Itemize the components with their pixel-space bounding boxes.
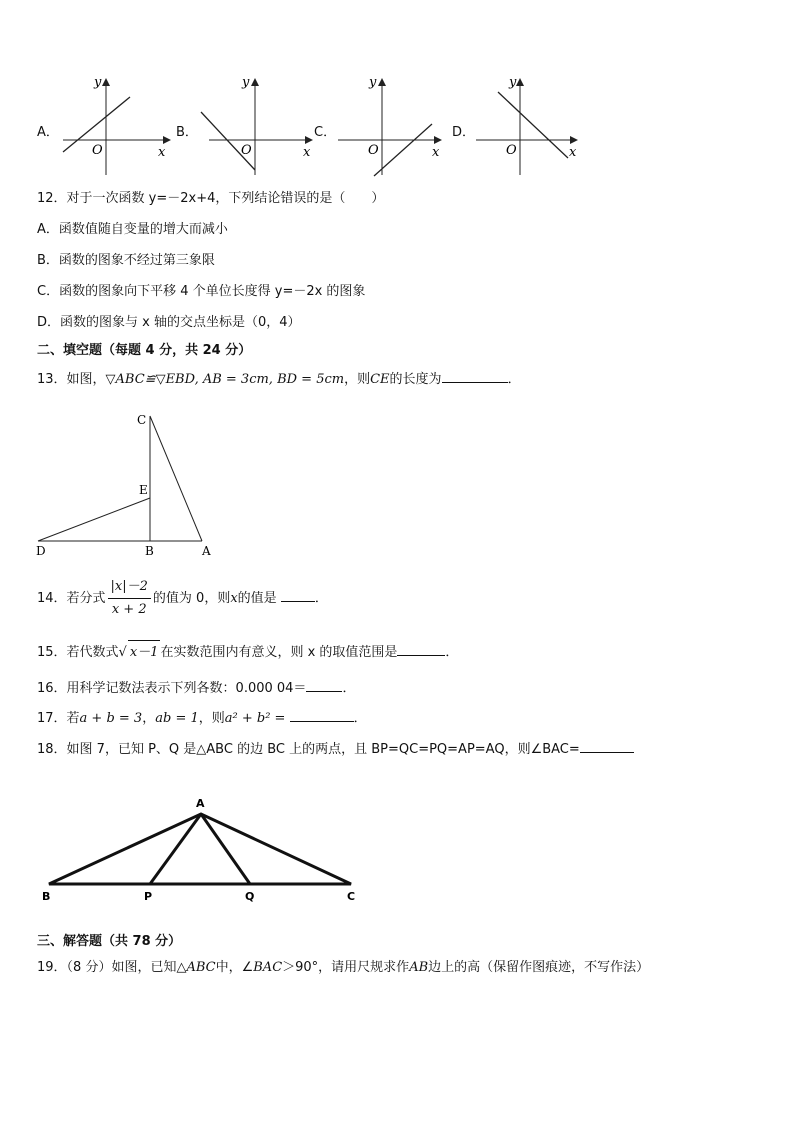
point-label-d: D bbox=[36, 544, 46, 558]
y-axis-label: y bbox=[509, 75, 517, 90]
question-12-stem: 12．对于一次函数 y=－2x+4，下列结论错误的是（ ） bbox=[37, 191, 385, 206]
point-label-c: C bbox=[347, 890, 356, 903]
answer-blank[interactable] bbox=[442, 370, 508, 383]
origin-label: O bbox=[368, 143, 379, 158]
point-label-q: Q bbox=[245, 890, 255, 903]
question-13-mid: ，则 bbox=[344, 372, 371, 387]
question-14-suffix: 的值是 bbox=[237, 591, 277, 606]
answer-blank[interactable] bbox=[281, 589, 315, 602]
x-axis-label: x bbox=[303, 145, 311, 160]
x-axis-label: x bbox=[158, 145, 166, 160]
answer-blank[interactable] bbox=[290, 709, 354, 722]
point-label-a: A bbox=[196, 797, 205, 810]
question-19-ab: AB bbox=[409, 960, 429, 975]
section-3-title: 三、解答题（共 78 分） bbox=[37, 934, 182, 949]
x-axis-label: x bbox=[569, 145, 577, 160]
question-17-prefix: 17．若 bbox=[37, 711, 80, 726]
question-13-suffix: 的长度为 bbox=[389, 372, 442, 387]
radicand: x－1 bbox=[128, 640, 161, 660]
question-17-mid: ，则 bbox=[198, 711, 225, 726]
question-18-figure bbox=[36, 792, 366, 907]
point-label-a: A bbox=[202, 544, 211, 558]
y-axis-label: y bbox=[94, 75, 102, 90]
question-16-text: 16．用科学记数法表示下列各数：0.000 04＝ bbox=[37, 681, 307, 696]
option-letter-c: C． bbox=[314, 125, 337, 140]
x-axis-label: x bbox=[432, 145, 440, 160]
question-19-mid1: 中，∠ bbox=[215, 960, 254, 975]
question-12-option-d: D．函数的图象与 x 轴的交点坐标是（0，4） bbox=[37, 315, 301, 330]
question-14-var: x bbox=[230, 591, 238, 606]
sqrt-sign: √ bbox=[118, 645, 127, 660]
question-16-end: ． bbox=[342, 681, 356, 696]
question-16 bbox=[37, 677, 355, 696]
question-17-expr2: ab = 1 bbox=[155, 711, 199, 726]
option-letter-d: D． bbox=[452, 125, 476, 140]
fraction bbox=[108, 577, 151, 620]
question-19-prefix: 19．（8 分）如图，已知△ bbox=[37, 960, 187, 975]
graph-option-b bbox=[197, 70, 317, 180]
graph-option-a bbox=[58, 70, 173, 180]
question-18 bbox=[37, 738, 634, 757]
point-label-b: B bbox=[42, 890, 51, 903]
answer-blank[interactable] bbox=[580, 740, 634, 753]
question-13-end: ． bbox=[507, 372, 521, 387]
question-15-prefix: 15．若代数式 bbox=[37, 645, 119, 660]
question-14-prefix: 14．若分式 bbox=[37, 591, 106, 606]
question-19 bbox=[37, 956, 649, 975]
question-17-sep: ， bbox=[142, 711, 156, 726]
graph-option-d bbox=[472, 70, 587, 180]
fraction-numerator: |x|－2 bbox=[108, 577, 151, 599]
question-13-math: ▽ABC≌▽EBD, AB = 3cm, BD = 5cm bbox=[105, 372, 345, 387]
question-15-suffix: 在实数范围内有意义，则 x 的取值范围是 bbox=[160, 645, 398, 660]
origin-label: O bbox=[506, 143, 517, 158]
graph-option-c bbox=[334, 70, 449, 180]
point-label-e: E bbox=[139, 483, 148, 497]
question-15-end: ． bbox=[445, 645, 459, 660]
question-19-abc: ABC bbox=[186, 960, 216, 975]
question-14-end: ． bbox=[314, 591, 328, 606]
question-14 bbox=[37, 577, 328, 620]
fraction-denominator: x + 2 bbox=[111, 602, 147, 617]
question-15 bbox=[37, 640, 458, 660]
question-12-option-a: A．函数值随自变量的增大而减小 bbox=[37, 222, 228, 237]
question-12-option-c: C．函数的图象向下平移 4 个单位长度得 y=－2x 的图象 bbox=[37, 284, 366, 299]
question-13 bbox=[37, 368, 521, 387]
question-19-bac: BAC bbox=[253, 960, 283, 975]
question-17-end: ． bbox=[353, 711, 367, 726]
question-13-figure bbox=[30, 408, 230, 560]
point-label-p: P bbox=[144, 890, 153, 903]
option-letter-a: A． bbox=[37, 125, 59, 140]
origin-label: O bbox=[92, 143, 103, 158]
origin-label: O bbox=[241, 143, 252, 158]
point-label-b: B bbox=[145, 544, 154, 558]
question-18-text: 18．如图 7，已知 P、Q 是△ABC 的边 BC 上的两点，且 BP=QC=PQ=AP=AQ，则∠BAC= bbox=[37, 742, 580, 757]
question-19-suffix: 边上的高（保留作图痕迹，不写作法） bbox=[428, 960, 650, 975]
y-axis-label: y bbox=[369, 75, 377, 90]
question-12-option-b: B．函数的图象不经过第三象限 bbox=[37, 253, 215, 268]
answer-blank[interactable] bbox=[397, 643, 445, 656]
section-2-title: 二、填空题（每题 4 分，共 24 分） bbox=[37, 343, 252, 358]
question-17 bbox=[37, 707, 367, 726]
option-letter-b: B． bbox=[176, 125, 198, 140]
question-17-expr3: a² + b² = bbox=[224, 711, 286, 726]
answer-blank[interactable] bbox=[306, 679, 342, 692]
point-label-c: C bbox=[137, 413, 147, 427]
question-13-ce: CE bbox=[370, 372, 390, 387]
question-13-prefix: 13．如图， bbox=[37, 372, 106, 387]
question-17-expr1: a + b = 3 bbox=[79, 711, 143, 726]
question-14-mid: 的值为 0，则 bbox=[152, 591, 231, 606]
y-axis-label: y bbox=[242, 75, 250, 90]
question-19-mid2: ＞90°，请用尺规求作 bbox=[282, 960, 410, 975]
